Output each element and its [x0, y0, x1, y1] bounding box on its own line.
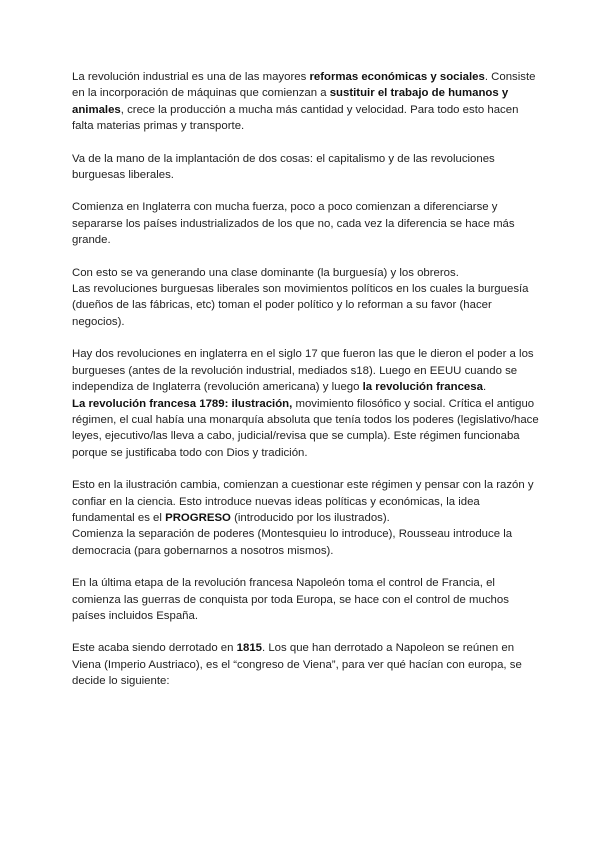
- bold-phrase: sustituir el trabajo de humanos y animales: [72, 87, 509, 116]
- text-span: , crece la producción a mucha más cantidad y velocidad. Para todo esto hacen falta materias primas y transporte.: [72, 103, 519, 133]
- paragraph-two-revolutions: [72, 346, 540, 395]
- paragraph-enlightenment: [72, 477, 540, 526]
- text-span: (introducido por los ilustrados).: [230, 511, 390, 524]
- paragraph-capitalism: Va de la mano de la implantación de dos cosas: el capitalismo y de las revoluciones burguesas liberales.: [72, 152, 495, 182]
- paragraph-separation-of-powers: Comienza la separación de poderes (Montesquieu lo introduce), Rousseau introduce la democracia (para gobernarnos a nosotros mismos).: [72, 528, 513, 557]
- paragraph-england: Comienza en Inglaterra con mucha fuerza, poco a poco comienzan a diferenciarse y separarse los países industrializados de los que no, cada vez la diferencia se hace más grande.: [72, 201, 515, 247]
- paragraph-liberal-revolutions: Las revoluciones burguesas liberales son movimientos políticos en los cuales la burguesía (dueños de las fábricas, etc) toman el poder político y lo reforman a su favor (hacer negocios).: [72, 283, 529, 328]
- bold-phrase: La revolución francesa 1789: ilustración,: [72, 397, 293, 410]
- paragraph-napoleon: En la última etapa de la revolución francesa Napoleón toma el control de Francia, el comienza las guerras de conquista por toda Europa, se hace con el control de muchos países incluidos España.: [72, 577, 509, 622]
- text-span: Hay dos revoluciones en inglaterra en el siglo 17 que fueron las que le dieron el poder a los burgueses (antes de la revolución industrial, mediados s18). Luego en EEUU cuando se independiza de Inglaterra (revolución americana) y luego: [72, 348, 534, 394]
- bold-phrase: PROGRESO: [165, 511, 231, 524]
- text-span: . Consiste en la incorporación de máquinas que comienzan a: [72, 71, 536, 100]
- text-span: .: [482, 381, 487, 394]
- paragraph-industrial-revolution: [72, 69, 540, 135]
- bold-phrase: reformas económicas y sociales: [309, 71, 485, 83]
- bold-phrase: la revolución francesa: [362, 381, 483, 394]
- text-span: La revolución industrial es una de las mayores: [72, 71, 310, 83]
- bold-phrase: 1815: [236, 642, 262, 655]
- paragraph-dominant-class: Con esto se va generando una clase dominante (la burguesía) y los obreros.: [72, 266, 459, 279]
- paragraph-french-revolution: [72, 396, 540, 462]
- text-span: . Los que han derrotado a Napoleon se reúnen en Viena (Imperio Austriaco), es el “congreso de Viena”, para ver qué hacían con europa, se decide lo siguiente:: [72, 642, 522, 688]
- text-span: Este acaba siendo derrotado en: [72, 642, 237, 655]
- text-span: Esto en la ilustración cambia, comienzan a cuestionar este régimen y pensar con la razón y confiar en la ciencia. Esto introduce nuevas ideas políticas y económicas, la idea fundamental es el: [72, 479, 534, 524]
- text-span: movimiento filosófico y social. Crítica el antiguo régimen, el cual había una monarquía absoluta que tenía todos los poderes (legislativo/hace leyes, ejecutivo/las lleva a cabo, judicial/revisa que se cumpla). Este régimen funcionaba porque se justificaba todo con Dios y tradición.: [72, 397, 539, 459]
- paragraph-congress-of-vienna: [72, 640, 540, 689]
